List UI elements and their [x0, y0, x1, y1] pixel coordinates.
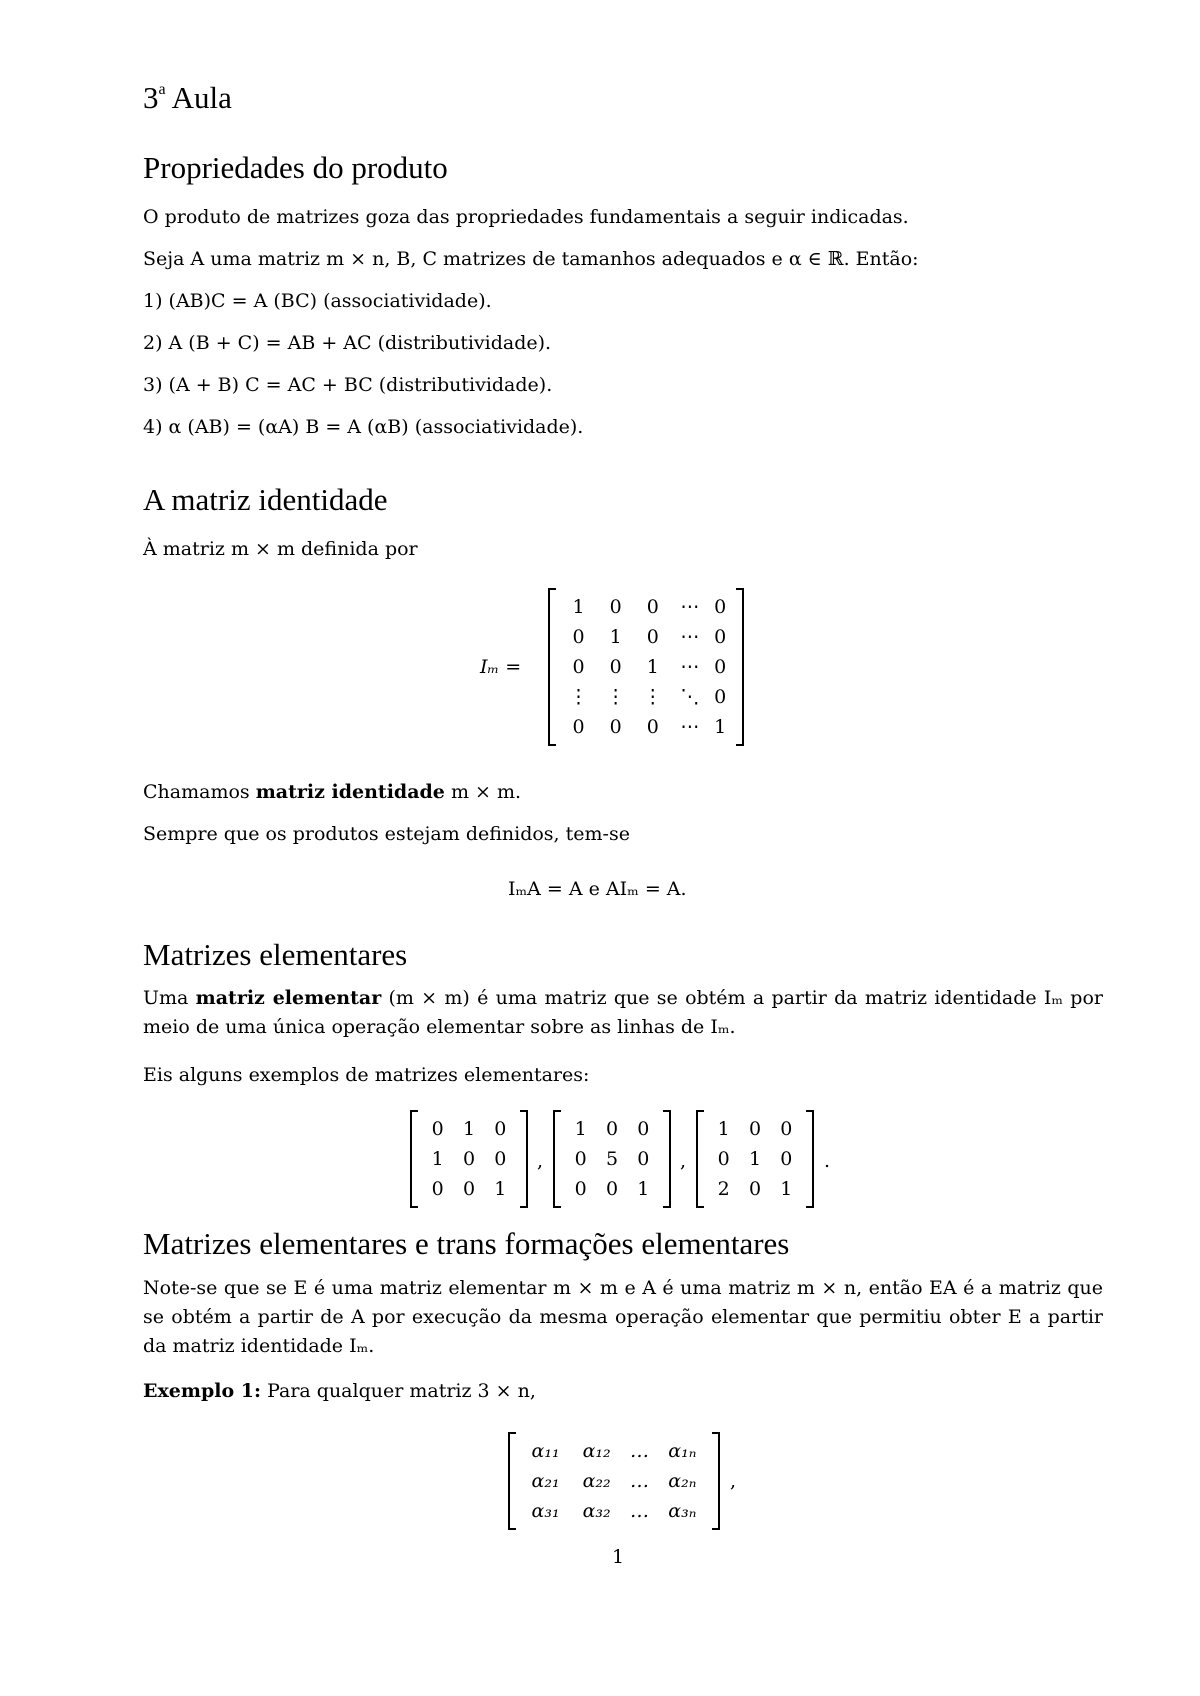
separator-comma-2: ,	[680, 1150, 687, 1172]
matrix-entry: α₂₂	[582, 1470, 611, 1492]
property-1: 1) (AB)C = A (BC) (associatividade).	[143, 290, 492, 312]
elementary-def-post: (m × m) é uma matriz que se obtém a partir da matriz identidade Iₘ por meio de uma única operação elementar sobre as linhas de Iₘ.	[143, 987, 1103, 1038]
matrix-entry: 1	[717, 1118, 730, 1140]
examples-period: .	[824, 1150, 831, 1172]
matrix-row	[520, 1496, 708, 1526]
example-1-label: Exemplo 1:	[143, 1380, 262, 1402]
matrix-entry: 0	[605, 1118, 619, 1140]
matrix-entry: 0	[572, 626, 585, 648]
matrix-entry: α₂₁	[531, 1470, 560, 1492]
page-number: 1	[612, 1546, 625, 1568]
matrix-entry: ⋯	[680, 626, 700, 648]
matrix-entry: 0	[572, 656, 585, 678]
matrix-entry: ⋮	[643, 686, 663, 708]
matrix-entry: 1	[646, 656, 659, 678]
property-2: 2) A (B + C) = AB + AC (distributividade).	[143, 332, 552, 354]
identity-equation: IₘA = A e AIₘ = A.	[508, 878, 687, 900]
matrix-entry: α₁ₙ	[668, 1440, 697, 1462]
matrix-row	[708, 1114, 802, 1144]
section-heading-properties: Propriedades do produto	[143, 150, 448, 185]
identity-products-sentence: Sempre que os produtos estejam definidos, tem-se	[143, 823, 630, 845]
matrix-entry: 1	[748, 1148, 762, 1170]
matrix-entry: 0	[714, 656, 727, 678]
matrix-entry: ⋯	[680, 656, 700, 678]
matrix-entry: 1	[431, 1148, 444, 1170]
matrix-row	[560, 652, 732, 682]
matrix-row	[560, 682, 732, 712]
matrix-entry: 0	[646, 716, 659, 738]
property-4: 4) α (AB) = (αA) B = A (αB) (associatividade).	[143, 416, 584, 438]
matrix-entry: α₃₁	[531, 1500, 560, 1522]
matrix-entry: 1	[609, 626, 622, 648]
identity-intro: À matriz m × m definida por	[143, 538, 418, 560]
elementary-matrix-2	[553, 1110, 671, 1208]
matrix-entry: 0	[748, 1178, 762, 1200]
section-heading-elementary: Matrizes elementares	[143, 937, 408, 972]
matrix-entry: 1	[462, 1118, 476, 1140]
matrix-entry: 0	[637, 1118, 650, 1140]
identity-naming	[143, 783, 521, 802]
elementary-def-pre: Uma	[143, 987, 196, 1009]
matrix-entry: 0	[462, 1178, 476, 1200]
matrix-entry: 0	[714, 596, 727, 618]
properties-hypothesis: Seja A uma matriz m × n, B, C matrizes de tamanhos adequados e α ∈ ℝ. Então:	[143, 248, 919, 270]
matrix-entry: 0	[574, 1178, 587, 1200]
matrix-row	[520, 1466, 708, 1496]
matrix-entry: α₁₁	[531, 1440, 560, 1462]
matrix-entry: 1	[572, 596, 585, 618]
elementary-matrix-1	[410, 1110, 528, 1208]
matrix-entry: 0	[637, 1148, 650, 1170]
matrix-row	[565, 1174, 659, 1204]
matrix-entry: 0	[462, 1148, 476, 1170]
elementary-term: matriz elementar	[195, 987, 382, 1009]
elementary-examples-intro: Eis alguns exemplos de matrizes elementares:	[143, 1064, 590, 1086]
matrix-row	[565, 1114, 659, 1144]
identity-term: matriz identidade	[255, 781, 445, 803]
identity-naming-post: m × m.	[444, 781, 522, 803]
matrix-entry: …	[629, 1500, 649, 1522]
matrix-row	[422, 1174, 516, 1204]
matrix-entry: …	[629, 1440, 649, 1462]
section-heading-identity: A matriz identidade	[143, 482, 388, 517]
properties-intro: O produto de matrizes goza das propriedades fundamentais a seguir indicadas.	[143, 206, 909, 228]
matrix-entry: ⋯	[680, 716, 700, 738]
section-heading-transformations: Matrizes elementares e trans formações elementares	[143, 1226, 790, 1261]
matrix-entry: 0	[609, 716, 622, 738]
separator-comma-1: ,	[537, 1150, 544, 1172]
matrix-entry: 1	[494, 1178, 507, 1200]
identity-naming-pre: Chamamos	[143, 781, 256, 803]
matrix-entry: 0	[494, 1118, 507, 1140]
matrix-entry: 0	[646, 596, 659, 618]
matrix-row	[708, 1144, 802, 1174]
matrix-entry: ⋱	[680, 686, 700, 708]
example-1-text: Para qualquer matriz 3 × n,	[261, 1380, 536, 1402]
transformations-note: Note-se que se E é uma matriz elementar m × m e A é uma matriz m × n, então EA é a matriz que se obtém a partir de A por execução da mesma operação elementar que permitiu obter E a partir da matriz identidade Iₘ.	[143, 1277, 1103, 1357]
identity-matrix	[548, 588, 744, 746]
identity-lhs: Iₘ =	[480, 656, 522, 678]
matrix-entry: 0	[609, 656, 622, 678]
matrix-entry: 1	[637, 1178, 650, 1200]
matrix-entry: 0	[494, 1148, 507, 1170]
matrix-entry: 0	[572, 716, 585, 738]
title-number: 3	[143, 80, 159, 115]
matrix-entry: 0	[574, 1148, 587, 1170]
elementary-definition	[143, 984, 1103, 1042]
matrix-entry: α₃₂	[582, 1500, 611, 1522]
matrix-entry: 0	[609, 596, 622, 618]
matrix-row	[560, 712, 732, 742]
matrix-entry: ⋮	[606, 686, 626, 708]
matrix-entry: …	[629, 1470, 649, 1492]
matrix-entry: 0	[431, 1178, 444, 1200]
matrix-entry: α₁₂	[582, 1440, 611, 1462]
matrix-entry: 0	[605, 1178, 619, 1200]
matrix-row	[708, 1174, 802, 1204]
matrix-entry: 1	[714, 716, 727, 738]
matrix-entry: 0	[780, 1148, 793, 1170]
matrix-entry: 1	[780, 1178, 793, 1200]
example-1-line	[143, 1382, 536, 1401]
matrix-entry: 0	[431, 1118, 444, 1140]
matrix-entry: 5	[605, 1148, 619, 1170]
matrix-row	[422, 1114, 516, 1144]
matrix-entry: 0	[714, 686, 727, 708]
lecture-title	[143, 80, 232, 116]
matrix-entry: 0	[646, 626, 659, 648]
matrix-entry: ⋮	[569, 686, 589, 708]
matrix-row	[560, 592, 732, 622]
matrix-trailing-comma: ,	[730, 1470, 737, 1492]
matrix-entry: 1	[574, 1118, 587, 1140]
matrix-row	[560, 622, 732, 652]
elementary-matrix-3	[696, 1110, 814, 1208]
matrix-row	[565, 1144, 659, 1174]
matrix-row	[422, 1144, 516, 1174]
matrix-entry: α₂ₙ	[668, 1470, 697, 1492]
matrix-entry: 0	[714, 626, 727, 648]
matrix-entry: α₃ₙ	[668, 1500, 697, 1522]
matrix-entry: 2	[717, 1178, 730, 1200]
matrix-entry: 0	[748, 1118, 762, 1140]
property-3: 3) (A + B) C = AC + BC (distributividade).	[143, 374, 553, 396]
matrix-entry: 0	[717, 1148, 730, 1170]
general-3xn-matrix	[508, 1432, 720, 1530]
title-ordinal: a	[158, 80, 166, 98]
matrix-row	[520, 1436, 708, 1466]
matrix-entry: 0	[780, 1118, 793, 1140]
matrix-entry: ⋯	[680, 596, 700, 618]
title-word: Aula	[171, 80, 232, 115]
